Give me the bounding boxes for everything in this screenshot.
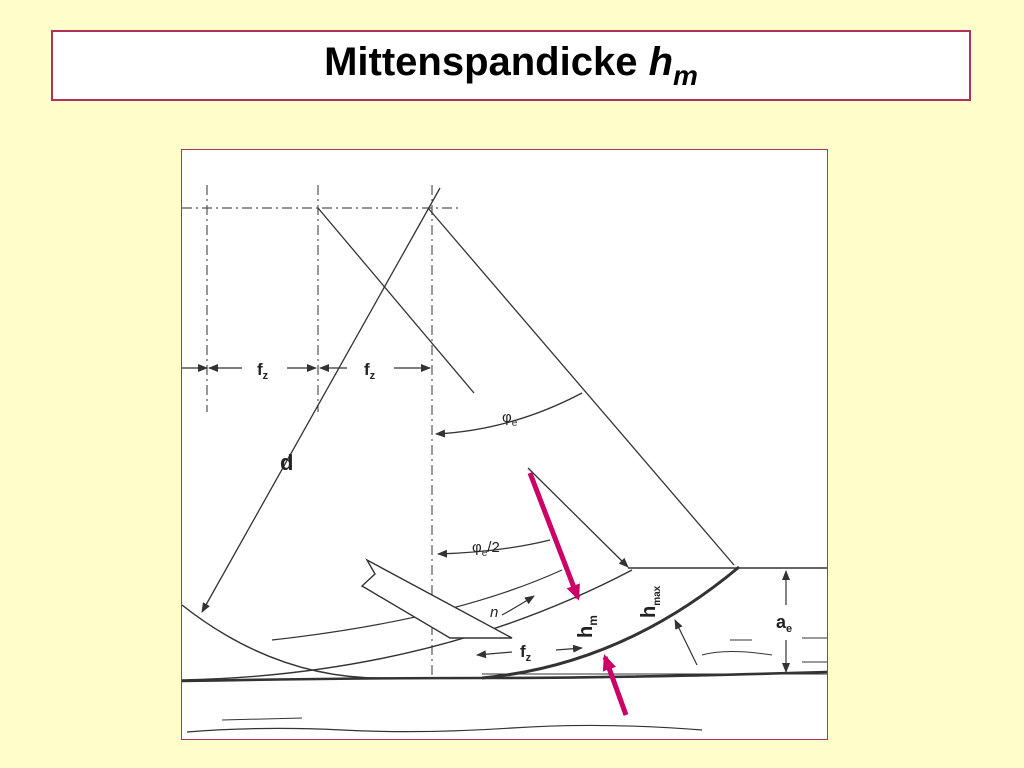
previous-cutter-arc <box>182 605 387 678</box>
workpiece-hatch-1 <box>187 725 702 732</box>
hmax-arrow <box>675 620 697 665</box>
label-phi-e: $\varphi_e$ <box>502 409 518 429</box>
title-subscript: m <box>673 59 698 91</box>
radius-line-entry <box>428 208 734 565</box>
label-ae: $a_e$ <box>776 612 793 635</box>
diameter-arrow <box>202 188 440 612</box>
label-fz-2: $f_z$ <box>364 360 376 382</box>
radius-line-middle <box>528 468 628 567</box>
radius-lines <box>318 208 734 565</box>
fz-arrow-lower-left <box>477 652 512 655</box>
label-phi-half: $\varphi_e/2$ <box>472 539 500 559</box>
title-main: Mittenspandicke <box>324 39 649 84</box>
rotation-arrow <box>502 596 534 615</box>
label-hmax: $h_{max}$ <box>638 585 663 618</box>
chip-outer-boundary <box>482 567 739 678</box>
highlight-arrow-bottom <box>605 657 626 715</box>
label-fz-1: $f_z$ <box>257 360 269 382</box>
radius-line-previous <box>318 208 474 393</box>
workpiece-hatch-3 <box>702 652 772 656</box>
workpiece-hatch-2 <box>222 718 302 720</box>
slide-title-box <box>51 30 971 101</box>
fz-arrow-lower-right <box>556 648 582 650</box>
label-d: d <box>280 450 294 475</box>
title-variable: h <box>648 39 674 84</box>
highlight-arrow-top <box>530 473 578 598</box>
diagram-frame <box>181 149 828 740</box>
slide-title <box>324 40 698 92</box>
label-hm: $h_m$ <box>575 615 600 638</box>
cutter-tooth <box>362 560 512 638</box>
label-fz-3: $f_z$ <box>520 642 532 664</box>
label-n: n <box>490 604 499 621</box>
milling-diagram <box>182 150 828 740</box>
